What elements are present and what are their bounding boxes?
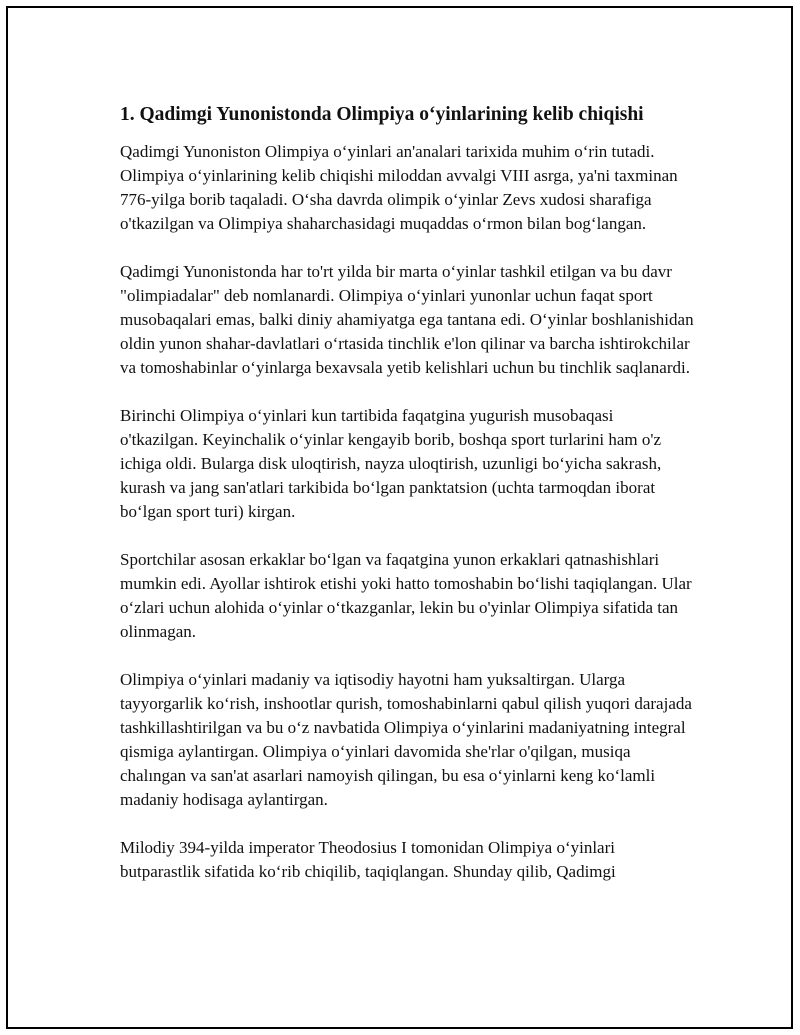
paragraph-4: Sportchilar asosan erkaklar bo‘lgan va faqatgina yunon erkaklari qatnashishlari mumkin edi. Ayollar ishtirok etishi yoki hatto tomoshabin bo‘lishi taqiqlangan. Ular o‘zlari uchun alohida o‘yinlar o‘tkazganlar, lekin bu o'yinlar Olimpiya sifatida tan olinmagan. — [120, 550, 692, 641]
paragraph-1: Qadimgi Yunoniston Olimpiya o‘yinlari an'analari tarixida muhim o‘rin tutadi. Olimpiya o‘yinlarining kelib chiqishi miloddan avvalgi VIII asrga, ya'ni taxminan 776-yilga borib taqaladi. O‘sha davrda olimpik o‘yinlar Zevs xudosi sharafiga o'tkazilgan va Olimpiya shaharchasidagi muqaddas o‘rmon bilan bog‘langan. — [120, 142, 678, 233]
paragraph-2: Qadimgi Yunonistonda har to'rt yilda bir marta o‘yinlar tashkil etilgan va bu davr "olimpiadalar" deb nomlanardi. Olimpiya o‘yinlari yunonlar uchun faqat sport musobaqalari emas, balki diniy ahamiyatga ega tantana edi. O‘yinlar boshlanishidan oldin yunon shahar-davlatlari o‘rtasida tinchlik e'lon qilinar va barcha ishtirokchilar va tomoshabinlar o‘yinlarga bexavsala yetib kelishlari uchun bu tinchlik saqlanardi. — [120, 262, 694, 377]
paragraph-3: Birinchi Olimpiya o‘yinlari kun tartibida faqatgina yugurish musobaqasi o'tkazilgan. Keyinchalik o‘yinlar kengayib borib, boshqa sport turlarini ham o'z ichiga oldi. Bularga disk uloqtirish, nayza uloqtirish, uzunligi bo‘yicha sakrash, kurash va jang san'atlari tarkibida bo‘lgan panktatsion (uchta tarmoqdan iborat bo‘lgan sport turi) kirgan. — [120, 406, 662, 521]
paragraph-5: Olimpiya o‘yinlari madaniy va iqtisodiy hayotni ham yuksaltirgan. Ularga tayyorgarlik ko‘rish, inshootlar qurish, tomoshabinlarni qabul qilish yuqori darajada tashkillashtirilgan va bu o‘z navbatida Olimpiya o‘yinlarini madaniyatning integral qismiga aylantirgan. Olimpiya o‘yinlari davomida she'rlar o'qilgan, musiqa chalıngan va san'at asarlari namoyish qilingan, bu esa o‘yinlarni keng ko‘lamli madaniy hodisaga aylantirgan. — [120, 670, 692, 809]
section-heading: 1. Qadimgi Yunonistonda Olimpiya o‘yinlarining kelib chiqishi — [120, 104, 644, 125]
document-body — [120, 102, 695, 908]
page-frame — [6, 6, 793, 1029]
paragraph-6: Milodiy 394-yilda imperator Theodosius I tomonidan Olimpiya o‘yinlari butparastlik sifatida ko‘rib chiqilib, taqiqlangan. Shunday qilib, Qadimgi — [120, 838, 616, 881]
